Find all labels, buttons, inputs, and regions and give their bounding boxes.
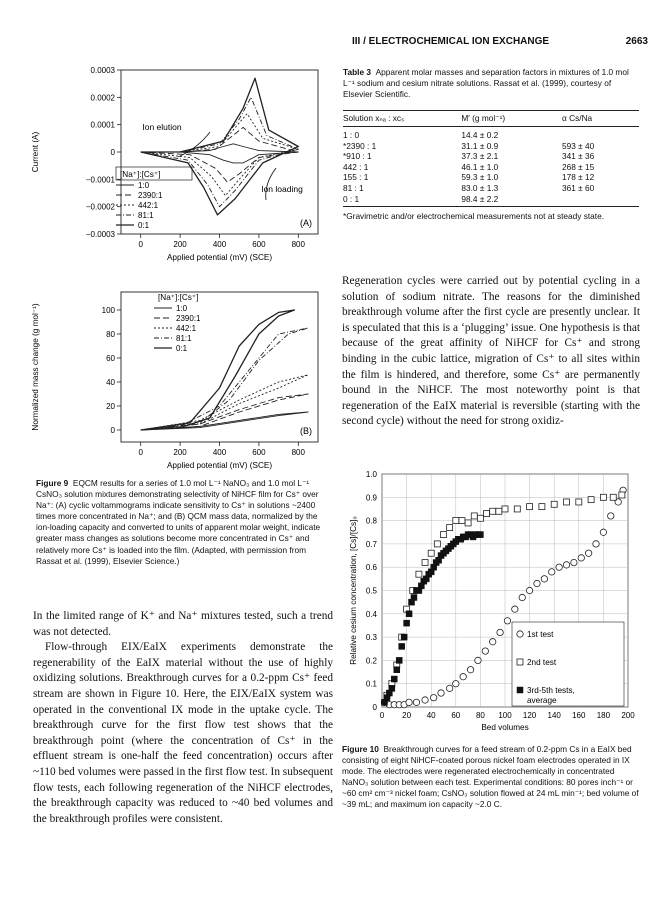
data-point: [394, 667, 400, 673]
table-3: [343, 67, 639, 222]
data-point: [549, 569, 555, 575]
data-point: [471, 513, 477, 519]
figure-9a-chart: [28, 62, 340, 280]
y-tick-label: 60: [106, 354, 115, 363]
data-point: [527, 504, 533, 510]
data-point: [619, 492, 625, 498]
x-tick-label: 20: [402, 711, 412, 720]
data-point: [453, 681, 459, 687]
table-row: 155 : 1 59.3 ± 1.0 178 ± 12: [343, 172, 595, 183]
data-point: [490, 639, 496, 645]
x-tick-label: 400: [212, 448, 227, 457]
data-point: [600, 494, 606, 500]
y-axis-label: Relative cesium concentration, [Cs]/[Cs]₀: [349, 516, 358, 665]
y-tick-label: 100: [101, 306, 115, 315]
y-tick-label: 0.1: [365, 679, 377, 689]
legend-label: 2nd test: [527, 658, 557, 667]
header-title: III / ELECTROCHEMICAL ION EXCHANGE: [352, 36, 550, 47]
y-tick-label: 0: [372, 703, 377, 712]
data-point: [608, 513, 614, 519]
y-tick-label: −0.0001: [85, 175, 115, 185]
page-number: 2663: [625, 36, 648, 47]
data-point: [576, 499, 582, 505]
figure-9-caption-text: EQCM results for a series of 1.0 mol L⁻¹ NaNO₃ and 1.0 mol L⁻¹ CsNO₃ solution mixtures demonstrating selectivity of NiHCF film for Cs⁺ over Na⁺: (A) cyclic voltammograms indicate sensitivity to Cs⁺ in solutions ~2400 times more concentrated in Na⁺; and (B) QCM mass data, normalized by the ion-loading capacity and converted to units of apparent molar weight, indicate greater mass changes as solutions become more concentrated in Cs⁺ and relatively more Cs⁺ is loaded into the film. (Adapted, with permission from Rassat et al. (1999), Elsevier Science.): [36, 478, 321, 566]
y-axis-label: Current (A): [31, 131, 40, 173]
x-tick-label: 400: [212, 240, 227, 249]
x-tick-label: 200: [621, 711, 635, 720]
legend-label: 1:0: [176, 304, 188, 313]
x-tick-label: 120: [522, 711, 537, 720]
figure-10-chart: [340, 468, 640, 738]
table-header-separation: α Cs/Na: [562, 111, 639, 127]
data-point: [413, 699, 419, 705]
y-tick-label: −0.0002: [85, 202, 115, 212]
table-row: 0 : 1 98.4 ± 2.2: [343, 194, 639, 207]
annotation-ion-elution: Ion elution: [142, 122, 182, 132]
data-point: [490, 508, 496, 514]
left-column-text: [33, 609, 333, 827]
panel-label: (B): [300, 426, 312, 436]
data-point: [502, 506, 508, 512]
legend-label: 1st test: [527, 630, 554, 639]
x-tick-label: 800: [291, 240, 305, 249]
legend-label: 2390:1: [176, 314, 201, 323]
y-tick-label: 0.0001: [90, 120, 115, 130]
table-3-label: Table 3: [343, 67, 371, 77]
data-point: [512, 606, 518, 612]
left-paragraph-1: In the limited range of K⁺ and Na⁺ mixtures tested, such a trend was not detected.: [33, 610, 333, 638]
data-point: [534, 580, 540, 586]
data-point: [504, 618, 510, 624]
legend-label: 0:1: [176, 344, 188, 353]
data-point: [593, 541, 599, 547]
data-point: [477, 515, 483, 521]
data-point: [422, 560, 428, 566]
table-row: *2390 : 1 31.1 ± 0.9 593 ± 40: [343, 140, 595, 151]
y-tick-label: 0.3: [365, 633, 377, 643]
data-point: [396, 657, 402, 663]
table-row: 442 : 1 46.1 ± 1.0 268 ± 15: [343, 161, 595, 172]
data-point: [446, 685, 452, 691]
data-point: [404, 620, 410, 626]
x-tick-label: 160: [572, 711, 586, 720]
x-tick-label: 0: [379, 711, 385, 720]
legend-label: 81:1: [176, 334, 192, 343]
x-tick-label: 140: [547, 711, 561, 720]
data-point: [484, 511, 490, 517]
data-point: [564, 499, 570, 505]
x-tick-label: 0: [138, 448, 143, 457]
x-tick-label: 200: [173, 448, 187, 457]
legend-label: 0:1: [138, 221, 150, 230]
y-tick-label: 80: [106, 330, 115, 339]
data-point: [563, 562, 569, 568]
legend-marker: [517, 631, 523, 637]
y-tick-label: 0: [110, 426, 115, 435]
data-point: [556, 564, 562, 570]
data-point: [514, 506, 520, 512]
y-tick-label: 0.4: [365, 609, 377, 619]
x-tick-label: 600: [252, 240, 266, 249]
y-tick-label: 0.5: [365, 586, 377, 596]
legend-label: 2390:1: [138, 191, 163, 200]
table-header-molar-mass: M′ (g mol⁻¹): [461, 111, 562, 127]
data-point: [406, 611, 412, 617]
y-tick-label: 0.7: [365, 539, 377, 549]
data-point: [391, 676, 397, 682]
annotation-ion-loading: Ion loading: [261, 184, 303, 194]
y-axis-label: Normalized mass change (g mol⁻¹): [31, 303, 40, 431]
data-point: [539, 504, 545, 510]
table-row: 1 : 0 14.4 ± 0.2: [343, 130, 499, 140]
legend-label: 3rd-5th tests,: [527, 686, 575, 695]
data-point: [497, 629, 503, 635]
data-point: [447, 525, 453, 531]
y-tick-label: 0.9: [365, 493, 377, 503]
x-tick-label: 40: [426, 711, 436, 720]
y-tick-label: 40: [106, 378, 115, 387]
data-point: [438, 690, 444, 696]
left-paragraph-2: Flow-through EIX/EaIX experiments demonstrate the regenerability of the EaIX material without the use of highly oxidizing solutions. Breakthrough curves for a 0.2-ppm Cs⁺ feed stream are shown in Figure 10. Here, the EIX/EaIX system was operated in the conventional IX mode in the uptake cycle. The breakthrough curve for the first flow test shows that the breakthrough point (where the concentration of Cs⁺ in the effluent stream is one-half the feed concentration) occurs after ~110 bed volumes were passed in the first flow test. In subsequent flow tests, each following regeneration of the NiHCF electrodes, the breakthrough capacity was reduced to ~40 bed volumes and the breakthrough profiles were consistent.: [33, 641, 333, 825]
data-point: [519, 594, 525, 600]
data-point: [399, 643, 405, 649]
right-column-text: Regeneration cycles were carried out by potential cycling in a solution of sodium nitrate. The reasons for the diminished breakthrough volume after the first cycle are presently unclear. It is speculated that this is a ‘plugging’ issue. One hypothesis is that because of the great affinity of NiHCF for Cs⁺ and strong binding in the cubic lattice, migration of Cs⁺ to all sites within the film is hindered, and therefore, some Cs⁺ are permanently bound in the NiHCF. The most noteworthy point is that regeneration of the EaIX material is reversible (starting with the second cycle) without the need for strong oxidiz-: [342, 275, 640, 428]
data-point: [477, 532, 483, 538]
data-point: [571, 559, 577, 565]
x-tick-label: 180: [596, 711, 611, 720]
legend-label: 442:1: [176, 324, 197, 333]
data-point: [610, 494, 616, 500]
data-point: [588, 497, 594, 503]
y-tick-label: 0: [110, 148, 115, 157]
y-tick-label: −0.0003: [85, 230, 115, 239]
legend-label: 442:1: [138, 201, 159, 210]
data-point: [600, 529, 606, 535]
y-tick-label: 0.0002: [90, 93, 115, 103]
figure-9b-chart: [28, 286, 340, 474]
legend-label: 81:1: [138, 211, 154, 220]
panel-label: (A): [300, 218, 312, 228]
y-tick-label: 0.0003: [90, 66, 115, 75]
x-tick-label: 200: [173, 240, 187, 249]
data-point: [526, 587, 532, 593]
y-tick-label: 0.6: [365, 563, 377, 573]
series-line-442-1: [141, 375, 308, 430]
data-point: [401, 634, 407, 640]
data-point: [541, 576, 547, 582]
data-point: [422, 697, 428, 703]
table-row: *910 : 1 37.3 ± 2.1 341 ± 36: [343, 151, 595, 162]
legend-title: [Na⁺]:[Cs⁺]: [120, 170, 161, 179]
x-tick-label: 60: [451, 711, 461, 720]
data-point: [551, 501, 557, 507]
data-point: [467, 667, 473, 673]
data-point: [406, 699, 412, 705]
data-point: [465, 520, 471, 526]
figure-9-label: Figure 9: [36, 478, 69, 488]
legend-label: average: [527, 696, 557, 705]
x-tick-label: 80: [475, 711, 485, 720]
data-point: [416, 571, 422, 577]
y-tick-label: 0.2: [365, 656, 377, 666]
x-axis-label: Applied potential (mV) (SCE): [166, 461, 273, 470]
x-axis-label: Bed volumes: [481, 723, 529, 732]
x-axis-label: Applied potential (mV) (SCE): [166, 253, 273, 262]
data-point: [460, 674, 466, 680]
data-point: [453, 518, 459, 524]
data-point: [434, 541, 440, 547]
plot-frame: [121, 292, 318, 442]
y-tick-label: 1.0: [365, 470, 377, 479]
legend-label: 1:0: [138, 181, 150, 190]
legend-title: [Na⁺]:[Cs⁺]: [158, 293, 199, 302]
data-point: [441, 532, 447, 538]
table-row: 81 : 1 83.0 ± 1.3 361 ± 60: [343, 182, 595, 193]
x-tick-label: 600: [252, 448, 266, 457]
table-3-grid: [343, 110, 639, 207]
legend-marker: [517, 687, 523, 693]
data-point: [482, 648, 488, 654]
legend-marker: [517, 659, 523, 665]
table-header-solution: Solution xₙₐ : xᴄₛ: [343, 111, 461, 127]
figure-10-label: Figure 10: [342, 744, 379, 754]
data-point: [459, 518, 465, 524]
figure-10-caption-text: Breakthrough curves for a feed stream of 0.2-ppm Cs in a EaIX bed consisting of eight NiHCF-coated porous nickel foam electrodes operated in IX mode. The electrodes were regenerated electrochemically in concentrated NaNO₃ solution between each test. Experimental conditions: 80 pores inch⁻¹ or ~60 cm² cm⁻³ nickel foam; CsNO₃ solution flowed at 24 mL min⁻¹; bed volume of ~39 mL; and maximum ion capacity ~2.0 C.: [342, 744, 639, 810]
data-point: [578, 555, 584, 561]
data-point: [585, 550, 591, 556]
figure-9-caption: [36, 478, 332, 567]
series-line-0-1: [141, 78, 299, 215]
data-point: [411, 594, 417, 600]
table-3-caption: Apparent molar masses and separation factors in mixtures of 1.0 mol L⁻¹ sodium and cesium nitrate solutions. Rassat et al. (1999), courtesy of Elsevier Scientific.: [343, 67, 629, 99]
table-3-footnote: *Gravimetric and/or electrochemical measurements not at steady state.: [343, 211, 605, 222]
x-tick-label: 100: [498, 711, 512, 720]
data-point: [389, 685, 395, 691]
data-point: [428, 550, 434, 556]
x-tick-label: 0: [138, 240, 143, 249]
data-point: [475, 657, 481, 663]
figure-10-caption: [342, 744, 640, 811]
y-tick-label: 0.8: [365, 516, 377, 526]
y-tick-label: 20: [106, 402, 115, 411]
x-tick-label: 800: [291, 448, 305, 457]
data-point: [496, 508, 502, 514]
data-point: [430, 694, 436, 700]
